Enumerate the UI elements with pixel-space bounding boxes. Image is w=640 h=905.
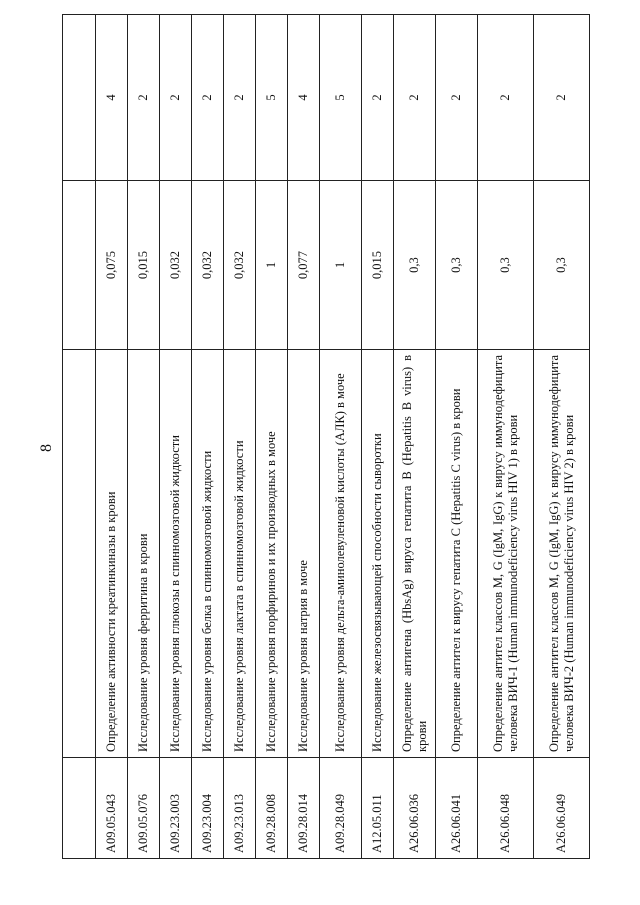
table-cell-code: A09.28.008 xyxy=(256,758,288,859)
table-cell-code: A26.06.049 xyxy=(534,758,590,859)
table-cell-coef: 0,032 xyxy=(224,181,256,350)
table-cell-coef: 0,3 xyxy=(394,181,436,350)
table-cell-coef: 0,032 xyxy=(160,181,192,350)
table-cell-code: A26.06.041 xyxy=(436,758,478,859)
table-cell-count: 2 xyxy=(160,15,192,181)
table-cell-coef: 0,077 xyxy=(288,181,320,350)
page-number: 8 xyxy=(38,444,55,452)
table-cell-coef: 0,015 xyxy=(362,181,394,350)
table-row xyxy=(192,15,224,859)
table-row xyxy=(224,15,256,859)
table-cell-count: 2 xyxy=(192,15,224,181)
table-cell-code xyxy=(63,758,96,859)
table-row xyxy=(362,15,394,859)
table-row xyxy=(436,15,478,859)
table-cell-name: Определение антител классов M, G (IgM, IgG) к вирусу иммунодефицита человека ВИЧ-2 (Human immunodeficiency virus HIV 2) в крови xyxy=(534,350,590,758)
table-row xyxy=(534,15,590,859)
table-cell-name: Исследование железосвязывающей способности сыворотки xyxy=(362,350,394,758)
table-cell-name: Определение антител к вирусу гепатита C (Hepatitis C virus) в крови xyxy=(436,350,478,758)
table-row xyxy=(478,15,534,859)
table-cell-name: Исследование уровня натрия в моче xyxy=(288,350,320,758)
table-row xyxy=(160,15,192,859)
table-cell-coef: 0,3 xyxy=(534,181,590,350)
table-cell-count: 2 xyxy=(436,15,478,181)
services-table xyxy=(62,14,590,859)
table-cell-name: Определение антигена (HbsAg) вируса гепатита B (Hepatitis B virus) в крови xyxy=(394,350,436,758)
table-cell-count: 4 xyxy=(96,15,128,181)
table-cell-code: A09.05.076 xyxy=(128,758,160,859)
table-cell-coef: 0,032 xyxy=(192,181,224,350)
table-cell-count xyxy=(63,15,96,181)
rotated-table-container xyxy=(62,59,590,859)
table-cell-name: Определение антител классов M, G (IgM, IgG) к вирусу иммунодефицита человека ВИЧ-1 (Human immunodeficiency virus HIV 1) в крови xyxy=(478,350,534,758)
table-cell-name: Исследование уровня ферритина в крови xyxy=(128,350,160,758)
table-cell-count: 2 xyxy=(128,15,160,181)
table-row xyxy=(96,15,128,859)
table-row xyxy=(256,15,288,859)
table-cell-code: A09.05.043 xyxy=(96,758,128,859)
table-cell-coef: 0,015 xyxy=(128,181,160,350)
table-cell-code: A09.28.049 xyxy=(320,758,362,859)
table-cell-code: A26.06.036 xyxy=(394,758,436,859)
table-cell-name: Исследование уровня порфиринов и их производных в моче xyxy=(256,350,288,758)
table-cell-name xyxy=(63,350,96,758)
table-cell-coef: 0,3 xyxy=(478,181,534,350)
table-cell-name: Исследование уровня глюкозы в спинномозговой жидкости xyxy=(160,350,192,758)
table-cell-code: A26.06.048 xyxy=(478,758,534,859)
table-cell-code: A09.23.013 xyxy=(224,758,256,859)
table-cell-code: A12.05.011 xyxy=(362,758,394,859)
table-cell-count: 2 xyxy=(534,15,590,181)
table-cell-count: 2 xyxy=(224,15,256,181)
table-row xyxy=(320,15,362,859)
table-cell-coef: 0,075 xyxy=(96,181,128,350)
table-cell-coef: 1 xyxy=(256,181,288,350)
table-row xyxy=(128,15,160,859)
table-row xyxy=(288,15,320,859)
table-cell-name: Исследование уровня белка в спинномозговой жидкости xyxy=(192,350,224,758)
table-cell-name: Исследование уровня лактата в спинномозговой жидкости xyxy=(224,350,256,758)
table-row-top-spacer xyxy=(63,15,96,859)
table-cell-code: A09.28.014 xyxy=(288,758,320,859)
table-cell-code: A09.23.003 xyxy=(160,758,192,859)
table-cell-coef: 0,3 xyxy=(436,181,478,350)
table-cell-count: 2 xyxy=(478,15,534,181)
table-cell-coef xyxy=(63,181,96,350)
table-cell-name: Исследование уровня дельта-аминолевуленовой кислоты (АЛК) в моче xyxy=(320,350,362,758)
table-cell-count: 4 xyxy=(288,15,320,181)
table-cell-coef: 1 xyxy=(320,181,362,350)
table-cell-count: 5 xyxy=(256,15,288,181)
table-cell-name: Определение активности креатинкиназы в крови xyxy=(96,350,128,758)
table-row xyxy=(394,15,436,859)
table-cell-count: 2 xyxy=(394,15,436,181)
table-cell-count: 2 xyxy=(362,15,394,181)
table-cell-count: 5 xyxy=(320,15,362,181)
table-cell-code: A09.23.004 xyxy=(192,758,224,859)
